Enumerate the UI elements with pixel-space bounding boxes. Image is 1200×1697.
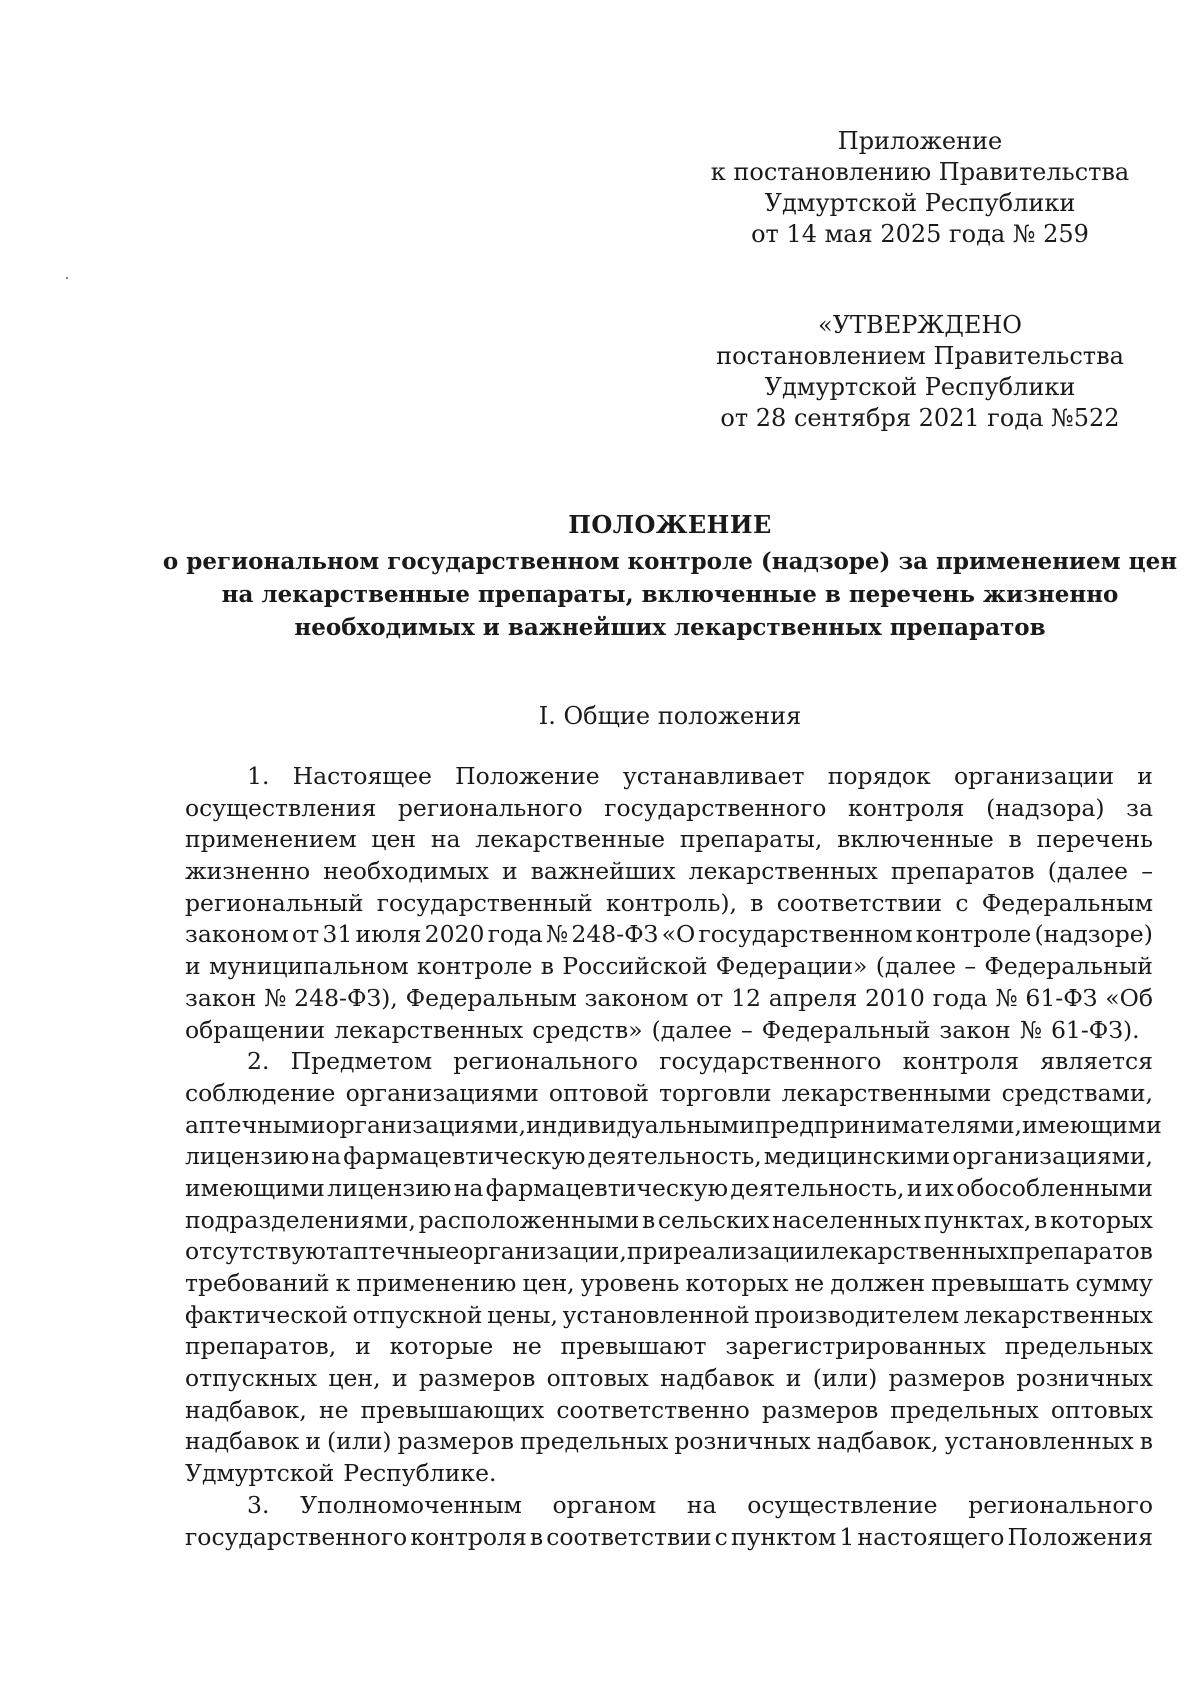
subtitle-line: о региональном государственном контроле (надзоре) за применением цен (162, 548, 1178, 575)
scan-speck (66, 277, 68, 279)
subtitle-line: на лекарственные препараты, включенные в перечень жизненно (221, 581, 1119, 608)
approved-line: от 28 сентября 2021 года №522 (720, 404, 1120, 432)
appendix-line: Удмуртской Республики (764, 189, 1076, 217)
body-line: государственного контроля в соответствии с пунктом 1 настоящего Положения (185, 1522, 1153, 1551)
approved-line: Удмуртской Республики (764, 373, 1076, 401)
body-line: закон № 248-ФЗ), Федеральным законом от 12 апреля 2010 года № 61-ФЗ «Об (185, 983, 1153, 1012)
body-line: отсутствуют аптечные организации, при реализации лекарственных препаратов (185, 1237, 1153, 1266)
body-line: фактической отпускной цены, установленной производителем лекарственных (185, 1300, 1153, 1329)
body-line: осуществления регионального государственного контроля (надзора) за (185, 793, 1153, 822)
body-line: соблюдение организациями оптовой торговли лекарственными средствами, (185, 1078, 1153, 1107)
approved-header (690, 310, 1150, 434)
body-line: надбавок и (или) размеров предельных розничных надбавок, установленных в (185, 1427, 1153, 1456)
body-line: 2. Предметом регионального государственного контроля является (247, 1047, 1153, 1076)
body-line: 3. Уполномоченным органом на осуществление регионального (247, 1490, 1153, 1519)
body-line: аптечными организациями, индивидуальными предпринимателями, имеющими (185, 1110, 1162, 1139)
body-line: препаратов, и которые не превышают зарегистрированных предельных (185, 1332, 1153, 1361)
body-line: законом от 31 июля 2020 года № 248-ФЗ «О государственном контроле (надзоре) (185, 920, 1153, 949)
body-line: отпускных цен, и размеров оптовых надбавок и (или) размеров розничных (185, 1364, 1153, 1393)
body-line: имеющими лицензию на фармацевтическую деятельность, и их обособленными (185, 1173, 1153, 1202)
body-line: подразделениями, расположенными в сельских населенных пунктах, в которых (185, 1205, 1153, 1234)
approved-line: «УТВЕРЖДЕНО (818, 311, 1022, 339)
section-heading: I. Общие положения (538, 702, 802, 730)
body-line: и муниципальном контроле в Российской Федерации» (далее – Федеральный (185, 952, 1153, 981)
body-line: Удмуртской Республике. (185, 1459, 497, 1488)
body-line: лицензию на фармацевтическую деятельность, медицинскими организациями, (185, 1142, 1153, 1171)
appendix-header (690, 126, 1150, 250)
body-line: надбавок, не превышающих соответственно размеров предельных оптовых (185, 1395, 1153, 1424)
body-line: 1. Настоящее Положение устанавливает порядок организации и (247, 762, 1153, 790)
subtitle-line: необходимых и важнейших лекарственных препаратов (294, 614, 1046, 641)
appendix-line: Приложение (837, 127, 1003, 155)
main-title: ПОЛОЖЕНИЕ (568, 510, 772, 539)
body-line: региональный государственный контроль), в соответствии с Федеральным (185, 888, 1153, 917)
appendix-line: к постановлению Правительства (710, 158, 1130, 186)
body-line: жизненно необходимых и важнейших лекарственных препаратов (далее – (185, 857, 1153, 886)
body-line: применением цен на лекарственные препараты, включенные в перечень (185, 825, 1153, 854)
body-line: обращении лекарственных средств» (далее – Федеральный закон № 61-ФЗ). (185, 1015, 1140, 1044)
approved-line: постановлением Правительства (716, 342, 1124, 370)
document-title (120, 508, 1200, 644)
body-text (185, 761, 1162, 1553)
body-line: требований к применению цен, уровень которых не должен превышать сумму (185, 1269, 1153, 1297)
appendix-line: от 14 мая 2025 года № 259 (751, 220, 1089, 248)
